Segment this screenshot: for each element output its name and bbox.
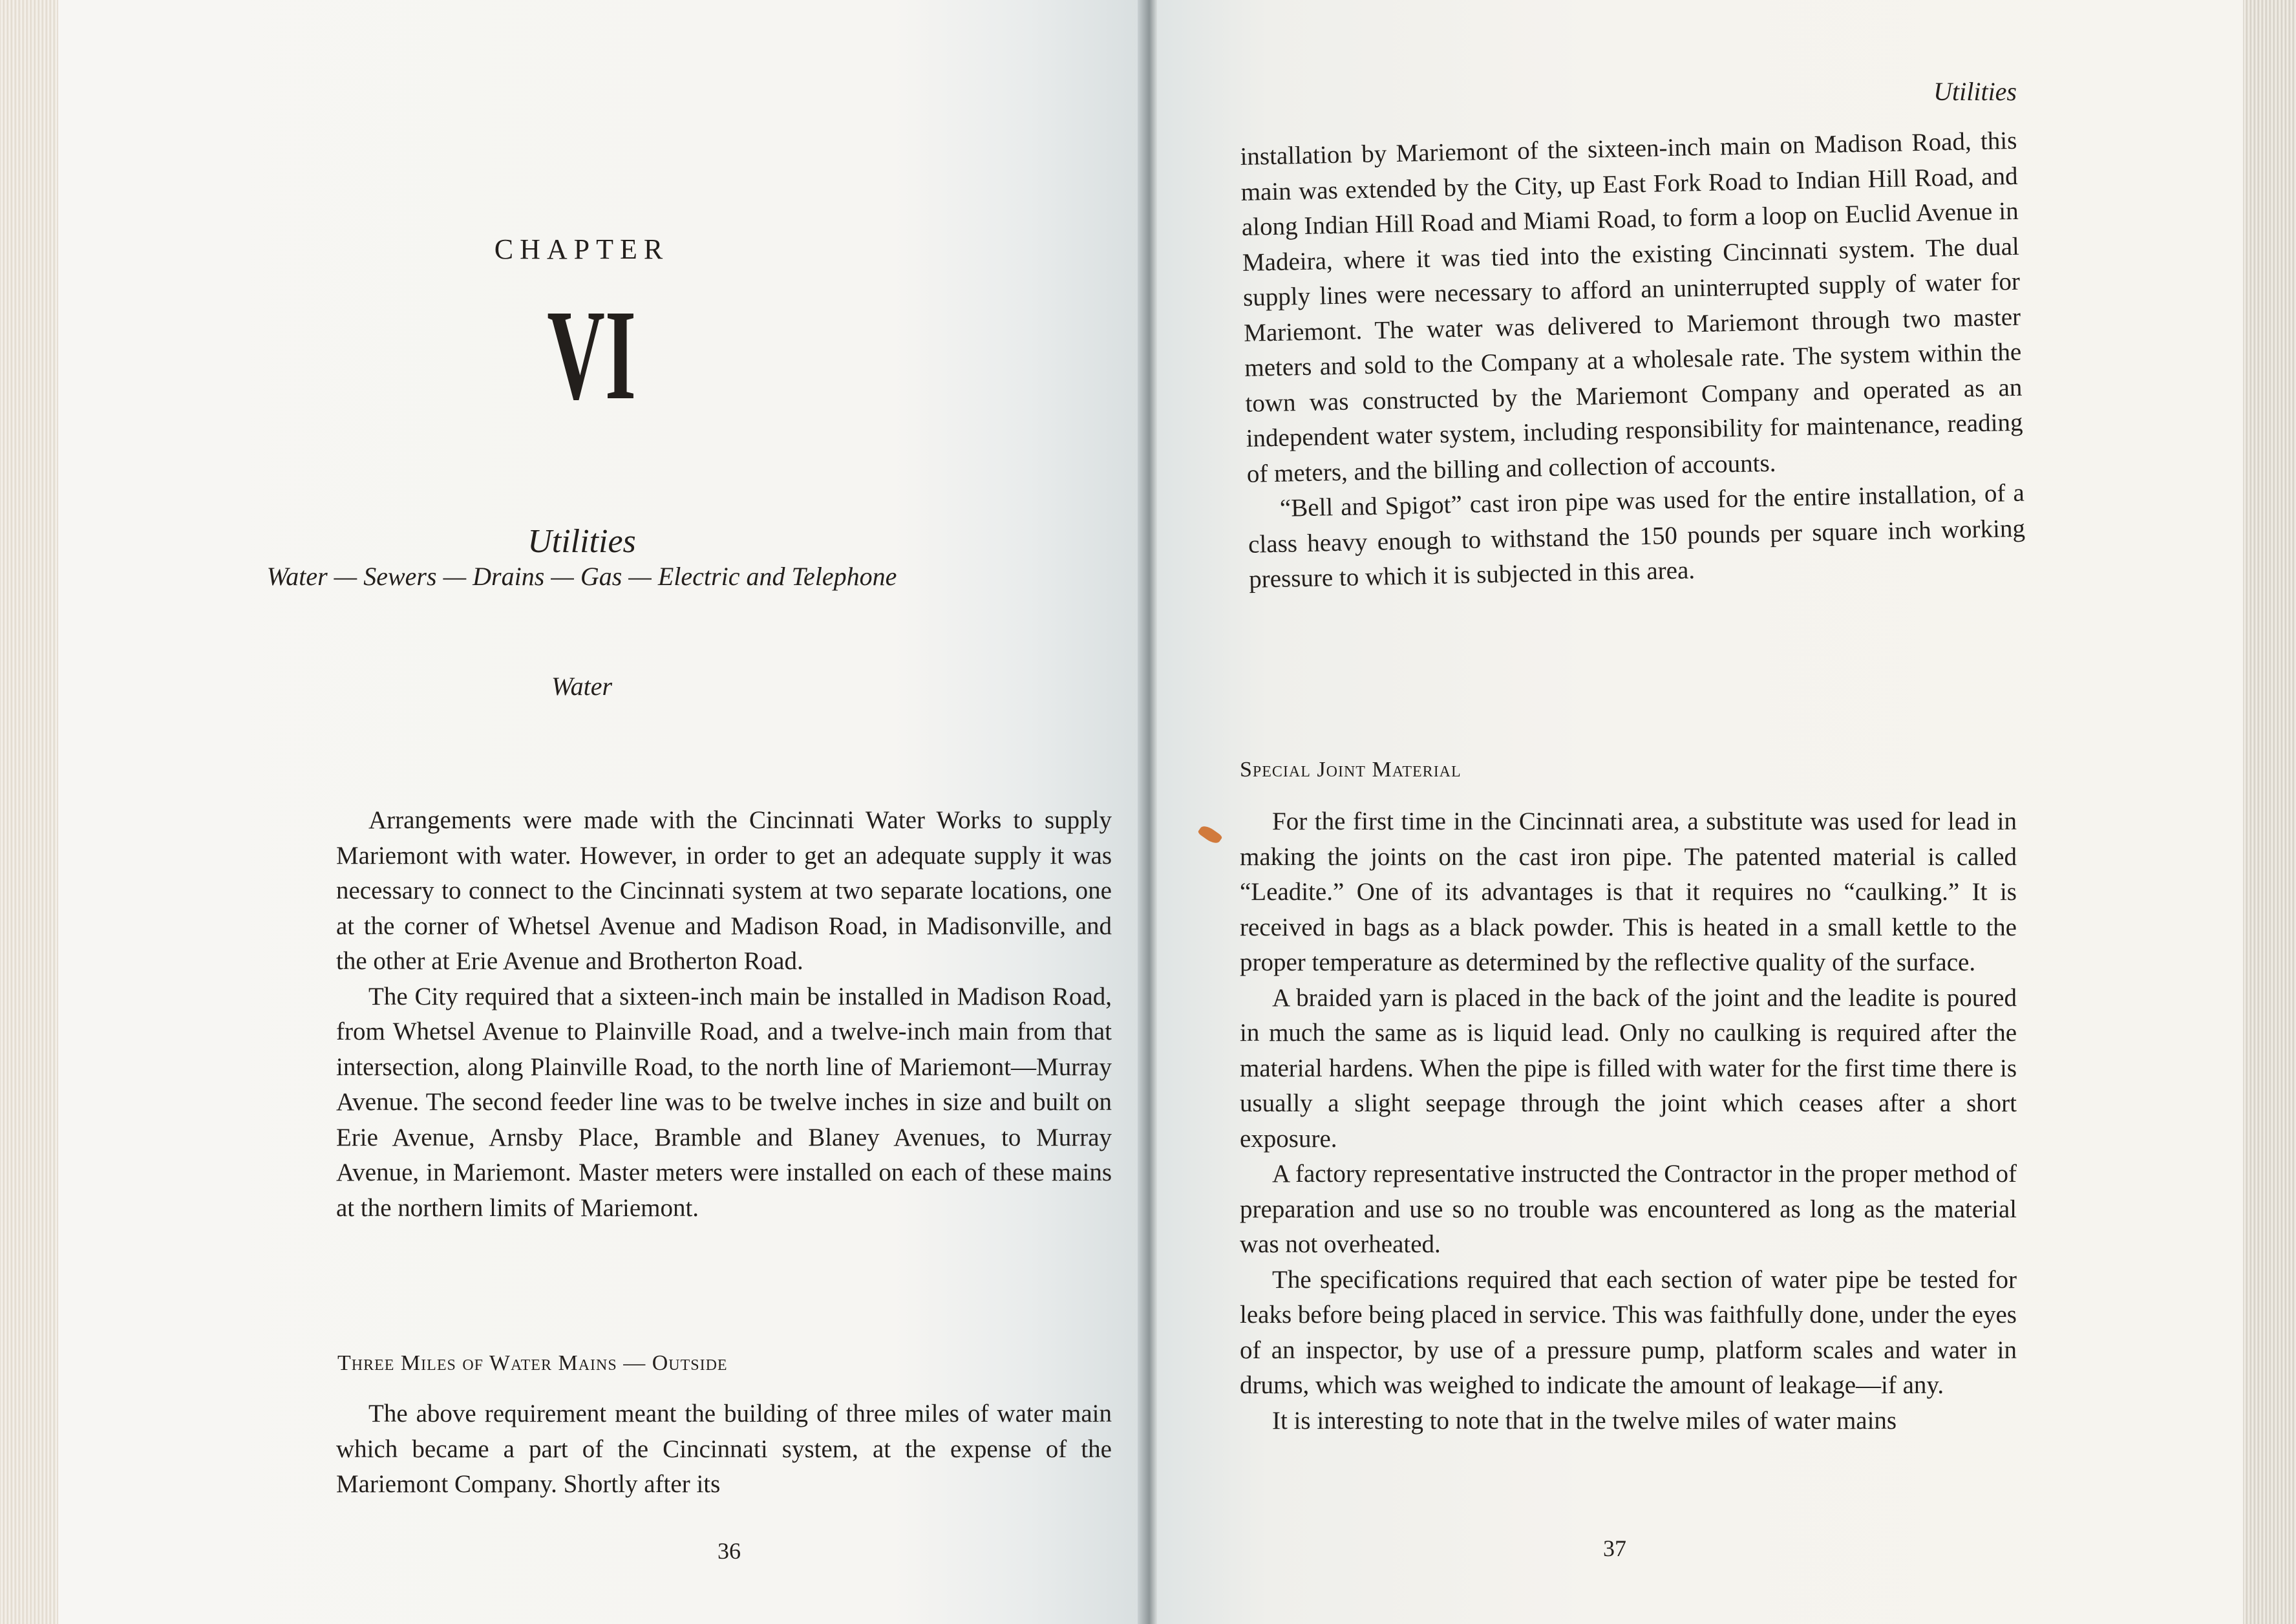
- paragraph: A braided yarn is placed in the back of the joint and the leadite is poured in much the same as is liquid lead. Only no caulking is required after the material hardens. When the pipe is filled with water for the first time there is usually a slight seepage through the joint which ceases after a short exposure.: [1240, 983, 2017, 1153]
- right-subheading: Special Joint Material: [1240, 758, 1462, 782]
- page-number-right: 37: [1603, 1535, 1626, 1561]
- left-subheading: Three Miles of Water Mains — Outside: [337, 1351, 728, 1375]
- right-body-text-2: [1240, 804, 2017, 1438]
- chapter-title: Utilities: [527, 523, 636, 560]
- chapter-subtitle: Water — Sewers — Drains — Gas — Electric and Telephone: [266, 562, 897, 591]
- section-title: Water: [551, 672, 613, 701]
- chapter-number: VI: [547, 284, 637, 427]
- left-body-text: [336, 803, 1112, 1226]
- paragraph: Arrangements were made with the Cincinnati Water Works to supply Mariemont with water. However, in order to get an adequate supply it was necessary to connect to the Cincinnati system at two separate locations, one at the corner of Whetsel Avenue and Madison Road, in Madisonville, and the other at Erie Avenue and Brotherton Road.: [336, 806, 1112, 975]
- paragraph: For the first time in the Cincinnati area, a substitute was used for lead in making the joints on the cast iron pipe. The patented material is called “Leadite.” One of its advantages is that it requires no “caulking.” It is received in bags as a black powder. This is heated in a small kettle to the proper temperature as determined by the reflective quality of the surface.: [1240, 807, 2017, 976]
- paragraph: The above requirement meant the building of three miles of water main which became a part of the Cincinnati system, at the expense of the Mariemont Company. Shortly after its: [336, 1400, 1112, 1498]
- book-gutter: [1138, 0, 1157, 1624]
- left-body-text-2: [336, 1396, 1112, 1502]
- paragraph: installation by Mariemont of the sixteen-inch main on Madison Road, this main was extended by the City, up East Fork Road to Indian Hill Road, and along Indian Hill Road and Miami Road, to form a loop on Euclid Avenue in Madeira, where it was tied into the existing Cincinnati system. The dual supply lines were necessary to afford an uninterrupted supply of water for Mariemont. The water was delivered to Mariemont through two master meters and sold to the Company at a wholesale rate. The system within the town was constructed by the Mariemont Company and operated as an independent water system, including responsibility for maintenance, reading of meters, and the billing and collection of accounts.: [1240, 126, 2023, 488]
- right-page-edges: [2243, 0, 2296, 1624]
- paragraph: “Bell and Spigot” cast iron pipe was used for the entire installation, of a class heavy enough to withstand the 150 pounds per square inch working pressure to which it is subjected in this area.: [1248, 478, 2026, 593]
- page-number-left: 36: [717, 1538, 741, 1564]
- paragraph: The City required that a sixteen-inch main be installed in Madison Road, from Whetsel Avenue to Plainville Road, and a twelve-inch main from that intersection, along Plainville Road, to the north line of Mariemont—Murray Avenue. The second feeder line was to be twelve inches in size and built on Erie Avenue, Arnsby Place, Bramble and Blaney Avenues, to Murray Avenue, in Mariemont. Master meters were installed on each of these mains at the northern limits of Mariemont.: [336, 982, 1112, 1222]
- paragraph: The specifications required that each section of water pipe be tested for leaks before being placed in service. This was faithfully done, under the eyes of an inspector, by use of a pressure pump, platform scales and water in drums, which was weighed to indicate the amount of leakage—if any.: [1240, 1265, 2017, 1399]
- right-body-text: [1240, 123, 2026, 598]
- paragraph: It is interesting to note that in the twelve miles of water mains: [1272, 1406, 1897, 1435]
- paragraph: A factory representative instructed the Contractor in the proper method of preparation and use so no trouble was encountered as long as the material was not overheated.: [1240, 1160, 2017, 1258]
- running-head: Utilities: [1933, 77, 2017, 106]
- chapter-label: CHAPTER: [494, 233, 670, 265]
